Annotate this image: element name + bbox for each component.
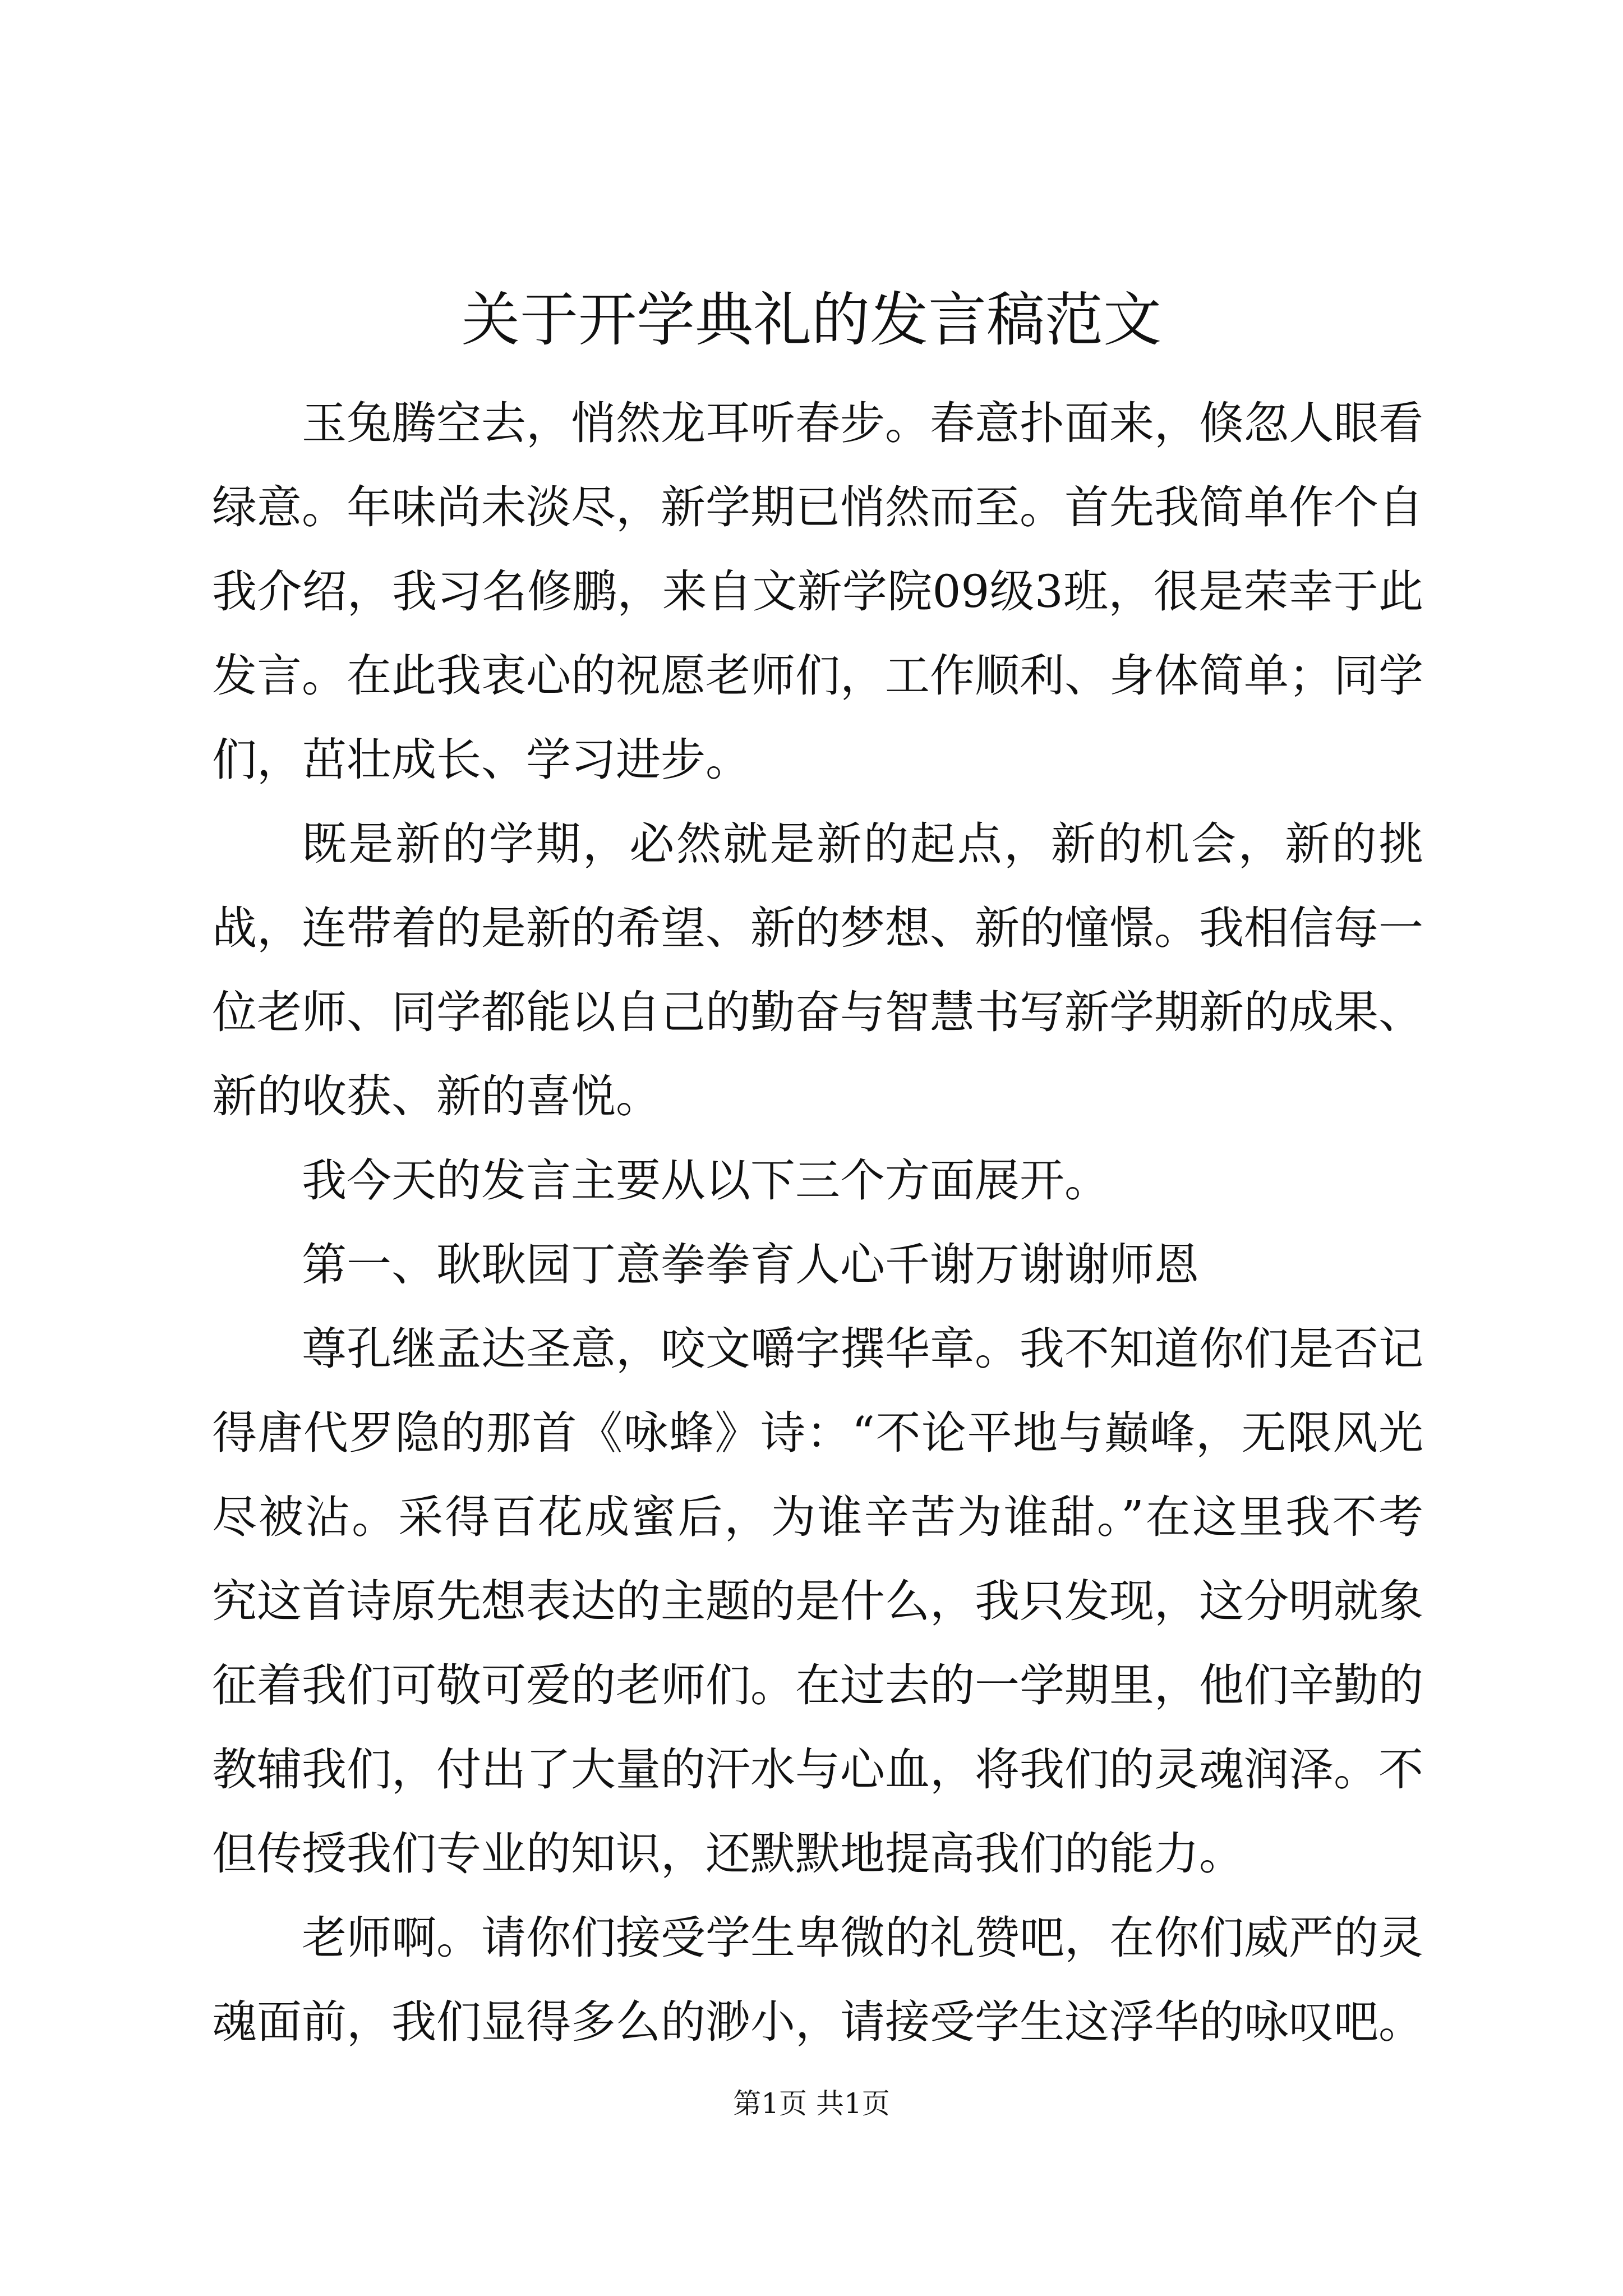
section-heading-first: 第一、耿耿园丁意拳拳育人心千谢万谢谢师恩 bbox=[302, 1239, 1199, 1291]
paragraph-teachers: 尊孔继孟达圣意，咬文嚼字撰华章。我不知道你们是否记得唐代罗隐的那首《咏蜂》诗：“不论平地与巅峰，无限风光尽被沾。采得百花成蜜后，为谁辛苦为谁甜。”在这里我不考究这首诗原先想表达的主题的是什么，我只发现，这分明就象征着我们可敬可爱的老师们。在过去的一学期里，他们辛勤的教辅我们，付出了大量的汗水与心血，将我们的灵魂润泽。不但传授我们专业的知识，还默默地提高我们的能力。 bbox=[212, 1323, 1423, 1880]
paragraph-tribute: 老师啊。请你们接受学生卑微的礼赞吧，在你们威严的灵魂面前，我们显得多么的渺小，请接受学生这浮华的咏叹吧。 bbox=[212, 1912, 1423, 2048]
paragraph-outline: 我今天的发言主要从以下三个方面展开。 bbox=[302, 1154, 1109, 1207]
document-body bbox=[212, 381, 1423, 2064]
paragraph-intro: 玉兔腾空去，悄然龙耳听春步。春意扑面来，倏忽人眼看绿意。年味尚未淡尽，新学期已悄然而至。首先我简单作个自我介绍，我习名修鹏，来自文新学院09级3班，很是荣幸于此发言。在此我衷心的祝愿老师们，工作顺利、身体简单；同学们，茁壮成长、学习进步。 bbox=[212, 397, 1423, 786]
document-title: 关于开学典礼的发言稿范文 bbox=[461, 286, 1161, 354]
page-footer: 第1页 共1页 bbox=[733, 2087, 890, 2120]
paragraph-new-semester: 既是新的学期，必然就是新的起点，新的机会，新的挑战，连带着的是新的希望、新的梦想、新的憧憬。我相信每一位老师、同学都能以自己的勤奋与智慧书写新学期新的成果、新的收获、新的喜悦。 bbox=[212, 818, 1423, 1122]
